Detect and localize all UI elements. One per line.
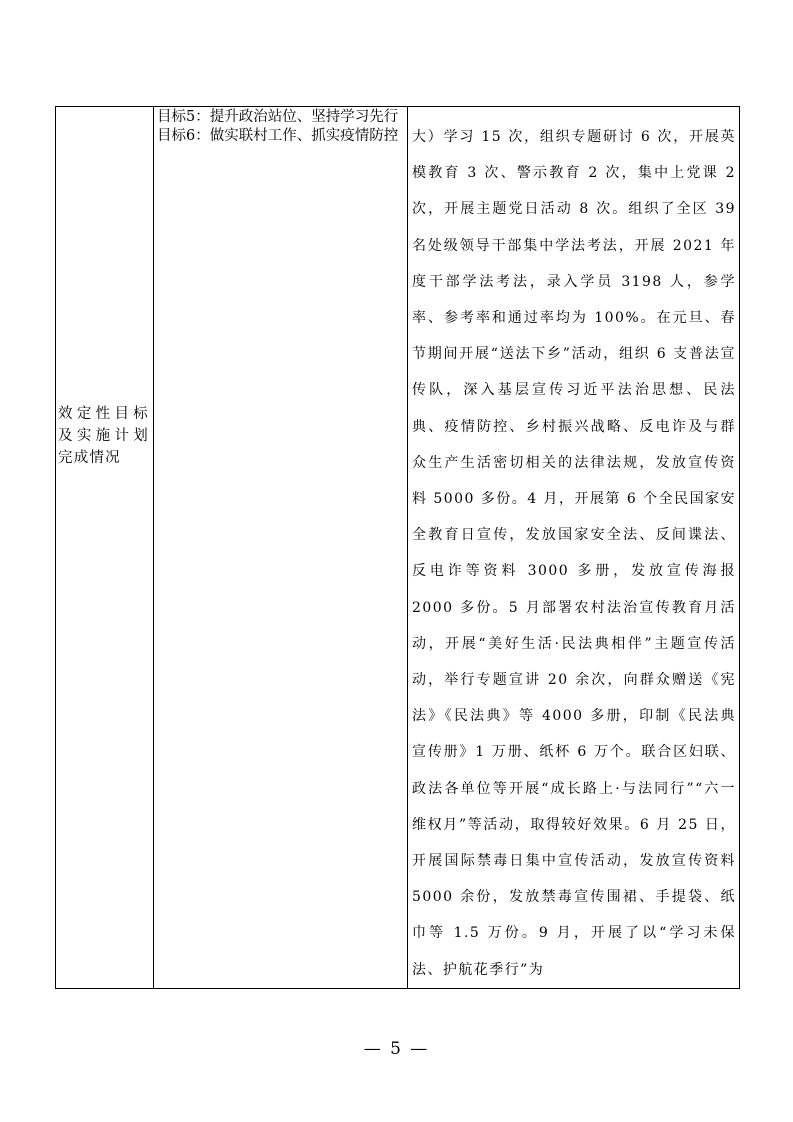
content-cell [408, 107, 740, 989]
row-label: 效定性目标及实施计划完成情况 [58, 406, 149, 466]
table-row [56, 107, 740, 989]
goal-item: 目标5：提升政治站位、坚持学习先行 [157, 109, 399, 125]
row-label-cell [56, 107, 154, 989]
content-paragraph: 大）学习 15 次，组织专题研讨 6 次，开展英模教育 3 次、警示教育 2 次，集中上党课 2 次，开展主题党日活动 8 次。组织了全区 39 名处级领导干部集中学法考法，开展 2021 年度干部学法考法，录入学员 3198 人，参学率、参考率和通过率均为 100%。在元旦、春节期间开展“送法下乡”活动，组织 6 支普法宣传队，深入基层宣传习近平法治思想、民法典、疫情防控、乡村振兴战略、反电诈及与群众生产生活密切相关的法律法规，发放宣传资料 5000 多份。4 月，开展第 6 个全民国家安全教育日宣传，发放国家安全法、反间谍法、反电诈等资料 3000 多册，发放宣传海报 2000 多份。5 月部署农村法治宣传教育月活动，开展“美好生活·民法典相伴”主题宣传活动，举行专题宣讲 20 余次，向群众赠送《宪法》《民法典》等 4000 多册，印制《民法典宣传册》1 万册、纸杯 6 万个。联合区妇联、政法各单位等开展“成长路上·与法同行”“六一维权月”等活动，取得较好效果。6 月 25 日，开展国际禁毒日集中宣传活动，发放宣传资料 5000 余份，发放禁毒宣传围裙、手提袋、纸巾等 1.5 万份。9 月，开展了以“学习未保法、护航花季行”为 [412, 129, 736, 978]
goals-list [154, 107, 407, 146]
page-number: — 5 — [363, 1039, 430, 1059]
goal-item: 目标6：做实联村工作、抓实疫情防控 [157, 128, 399, 144]
content-table [55, 106, 740, 989]
goals-cell [154, 107, 408, 989]
